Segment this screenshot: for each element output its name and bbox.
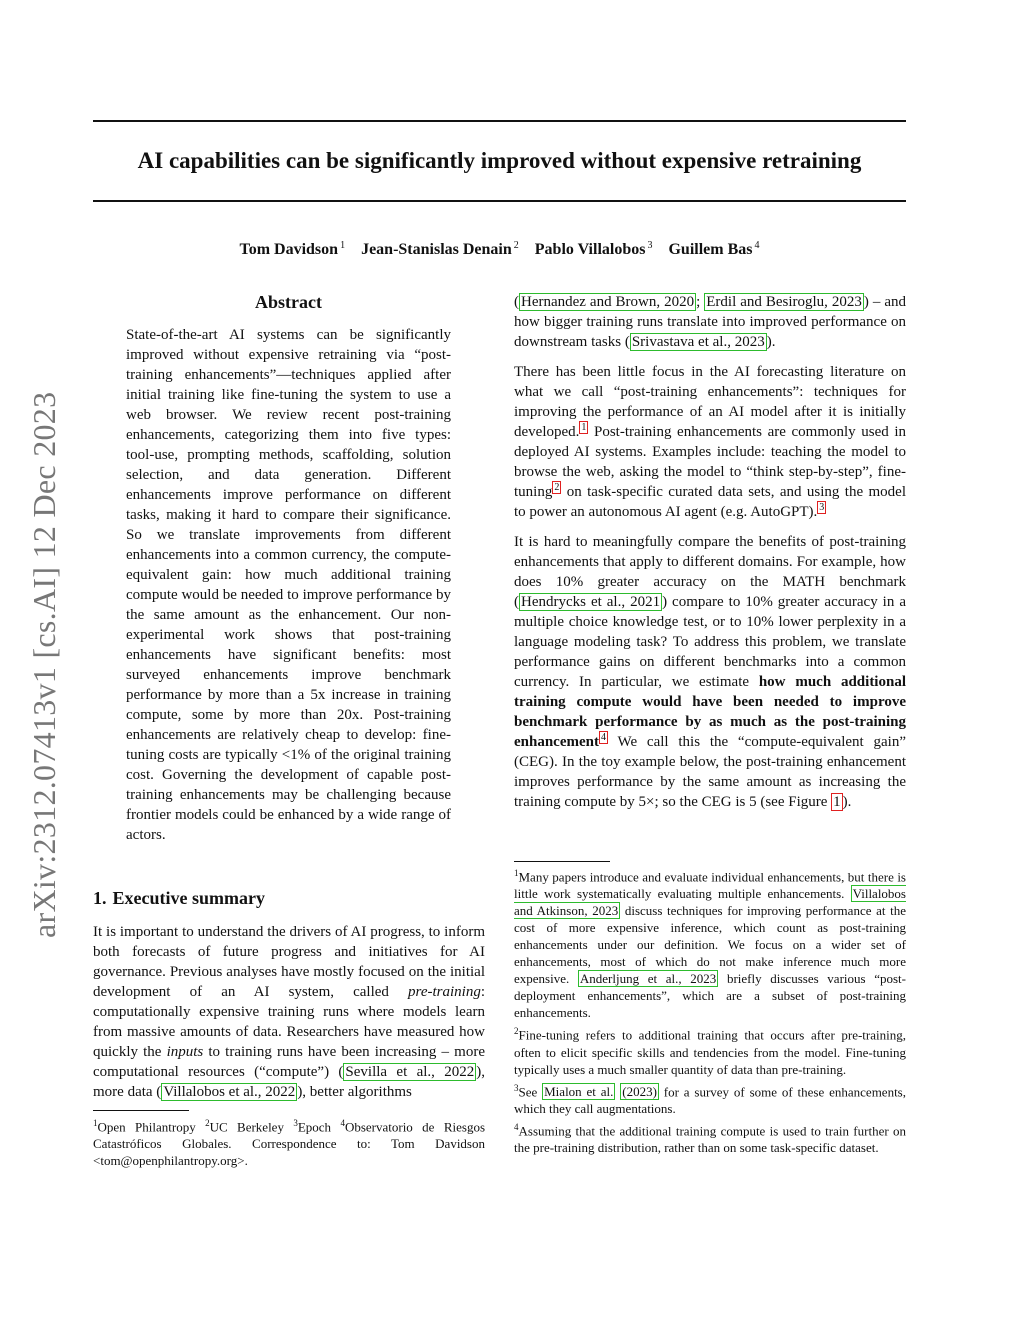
citation-link[interactable]: Erdil and Besiroglu, 2023 <box>706 294 862 310</box>
footnote: $^3$See Mialon et al. (2023) for a survey of some of these enhancements, which they call augmentations. <box>514 1082 906 1116</box>
paper-title: AI capabilities can be significantly improved without expensive retraining <box>137 148 862 173</box>
footnote-rule <box>93 1110 189 1111</box>
paragraph: ( Hernandez and Brown, 2020 ; Erdil and Besiroglu, 2023 ) – and how bigger training runs translate into improved performance on downstream tasks ( Srivastava et al., 2023 ). <box>514 294 907 350</box>
paragraph: It is hard to meaningfully compare the benefits of post-training enhancements that apply to different domains. For example, how does 10% greater accuracy on the MATH benchmark ( Hendrycks et al., 2021 ) compare to 10% greater accuracy in a multiple choice knowledge test, or to 10% lower perplexity in a language modeling task? To address this problem, we translate performance gains on different benchmarks into a common currency. In particular, we estimate how much additional training compute would have been needed to improve benchmark performance by as much as the post-training enhancement $^4$ We call this the “compute-equivalent gain” (CEG). In the toy example below, the post-training enhancement improves performance by the same amount as increasing the training compute by 5×; so the CEG is 5 (see Figure 1 ). <box>514 534 906 810</box>
author: Guillem Bas $^4$ <box>668 240 760 259</box>
affiliation-footnote: $^1$Open Philantropy $^2$UC Berkeley $^3$Epoch $^4$Observatorio de Riesgos Catastróficos Globales. Correspondence to: Tom Davidson <tom@openphilantropy.org>. <box>93 1118 486 1169</box>
author: Tom Davidson $^1$ <box>239 240 346 259</box>
author: Pablo Villalobos $^3$ <box>534 240 653 259</box>
author: Jean-Stanislas Denain $^2$ <box>361 240 519 259</box>
paragraph: There has been little focus in the AI forecasting literature on what we call “post-training enhancements”: techniques for improving the performance of an AI model after it is initially developed. $^1$ Post-training enhancements are commonly used in deployed AI systems. Examples include: teaching the model to browse the web, asking the model to “think step-by-step”, fine-tuning $^2$ on task-specific curated data sets, and using the model to power an autonomous AI agent (e.g. AutoGPT). $^3$ <box>514 364 906 520</box>
arxiv-sidebar-id: arXiv:2312.07413v1 [cs.AI] 12 Dec 2023 <box>26 391 62 938</box>
figure-link[interactable]: 1 <box>833 794 841 810</box>
footnotes <box>514 865 906 1158</box>
citation-link[interactable]: (2023) <box>622 1083 657 1099</box>
footnote: $^1$Many papers introduce and evaluate individual enhancements, but there is little work systematically evaluating multiple enhancements. Villalobos and Atkinson, 2023 discuss techniques for improving performance at the cost of more expensive inference, which count as post-training enhancements under our definition. We focus on a wider set of enhancements, most of which do not make inference much more expensive. Anderljung et al., 2023 briefly discusses various “post-deployment enhancements”, which are a subset of post-training enhancements. <box>514 868 906 1021</box>
title-bottom-rule <box>93 200 906 202</box>
footnote-link[interactable]: 3 <box>819 502 825 513</box>
abstract-text: State-of-the-art AI systems can be significantly improved without expensive retraining via “post-training enhancements”—techniques applied after initial training like fine-tuning the system to use a web browser. We review recent post-training enhancements, categorizing them into five types: tool-use, prompting methods, scaffolding, solution selection, and data generation. Different enhancements improve performance on different tasks, making it hard to compare their significance. So we translate improvements from different enhancements into a common currency, the compute-equivalent gain: how much additional training compute would be needed to improve performance by the same amount as the enhancement. Our non-experimental work shows that post-training enhancements have significant benefits: most surveyed enhancements improve benchmark performance by more than a 5x increase in training compute, some by more than 20x. Post-training enhancements are relatively cheap to develop: fine-tuning costs are typically <1% of the original training cost. Governing the development of capable post-training enhancements may be challenging because frontier models could be enhanced by a wide range of actors. <box>126 327 451 843</box>
section-heading: 1. Executive summary <box>93 888 265 908</box>
citation-link[interactable]: Mialon et al. <box>544 1083 614 1099</box>
citation-link[interactable]: Srivastava et al., 2023 <box>631 334 765 350</box>
citation-link[interactable]: Anderljung et al., 2023 <box>579 971 717 987</box>
abstract-heading: Abstract <box>255 292 322 312</box>
citation-link[interactable]: Hernandez and Brown, 2020 <box>521 294 695 310</box>
citation-link[interactable]: Hendrycks et al., 2021 <box>521 594 661 610</box>
footnote-link[interactable]: 2 <box>554 482 560 493</box>
citation-link[interactable]: Villalobos and Atkinson, 2023 <box>514 886 906 919</box>
author-list <box>93 235 906 261</box>
citation-link[interactable]: Villalobos et al., 2022 <box>163 1084 296 1100</box>
section-paragraph: It is important to understand the drivers of AI progress, to inform both forecasts of future progress and initiatives for AI governance. Previous analyses have mostly focused on the initial development of an AI system, called pre-training: computationally expensive training runs where models learn from massive amounts of data. Researchers have measured how quickly the inputs to training runs have been increasing – more computational resources (“compute”) ( Sevilla et al., 2022 ), more data ( Villalobos et al., 2022 ), better algorithms <box>93 924 486 1100</box>
footnote-link[interactable]: 4 <box>601 732 606 743</box>
footnote-link[interactable]: 1 <box>581 422 587 433</box>
footnote: $^4$Assuming that the additional training compute is used to train further on the pre-training distribution, rather than on some task-specific dataset. <box>514 1121 906 1156</box>
right-column <box>514 292 906 822</box>
title-top-rule <box>93 120 906 122</box>
citation-link[interactable]: Sevilla et al., 2022 <box>345 1064 475 1080</box>
footnote-rule <box>514 861 610 862</box>
footnote: $^2$Fine-tuning refers to additional training that occurs after pre-training, often to elicit specific skills and tendencies from the model. Fine-tuning typically uses a much smaller quantity of data than pre-training. <box>514 1026 906 1077</box>
